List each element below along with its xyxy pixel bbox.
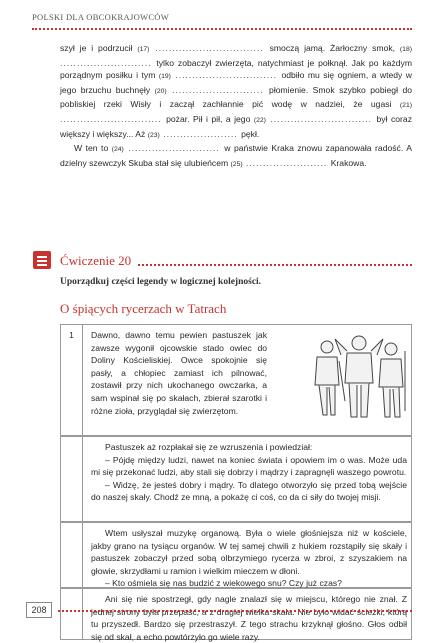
page-number: 208 <box>26 602 52 618</box>
legend-box-2-text-2: – Pójdę między ludzi, nawet na koniec świata i opowiem im o was. Może uda mi się przekonać ludzi, aby stali się dobrzy i mądrzy i zapragnęli waszego powrotu. <box>91 454 407 478</box>
fill-in-gap: ................................ <box>149 43 270 53</box>
legend-box-3-text-2: – Kto ośmiela się nas budzić z wiekowego snu? Czy już czas? <box>105 578 342 589</box>
text-run: pękł. <box>241 128 260 139</box>
legend-box-2-text-1: Pastuszek aż rozpłakał się ze wzruszenia i powiedział: <box>105 442 313 452</box>
gap-number: (23) <box>147 131 160 139</box>
exercise-instruction: Uporządkuj części legendy w logicznej kolejności. <box>60 277 262 287</box>
text-run: szył je i podrzucił <box>60 43 138 53</box>
text-run: płomienie. Smok szybko pobiegł do pobliskiej rzeki Wisły i zaczął zachłannie pić wodę w nadziei, że ugasi <box>60 84 412 110</box>
fill-in-gap: ........................... <box>166 84 270 95</box>
fill-in-gap: .............................. <box>60 113 167 124</box>
text-run: smoczą jamą. Żarłoczny smok, <box>269 43 400 53</box>
legend-box-3-text-1: Wtem usłyszał muzykę organową. Była o wiele głośniejsza niż w kościele, jakby grano na tysiącu organów. W tej samej chwili z hukiem rozstąpiły się skały i pastuszek zobaczył przed sobą olbrzymiego rycerza w zbroi, z szyszakiem na głowie, skrzydłami u ramion i wielkim mieczem w dłoni. <box>91 528 407 576</box>
text-run: odbiło mu się ogniem, a wtedy w jego brzuchu buchnęły <box>60 70 412 95</box>
gap-number: (17) <box>137 46 150 53</box>
text-run: pożar. Pił i pił, a jego <box>166 113 254 124</box>
running-header: POLSKI DLA OBCOKRAJOWCÓW <box>32 12 170 22</box>
fill-in-gap: ...................... <box>159 128 242 139</box>
gap-number: (19) <box>158 73 171 81</box>
text-run: w państwie Kraka znowu zapanowała radość. A dzielny szewczyk Skuba stał się ulubieńcem <box>60 143 412 168</box>
gap-number: (25) <box>230 160 243 168</box>
exercise-icon <box>33 251 51 269</box>
text-run: tylko zobaczył zwierzęta, natychmiast je połknął. Jak po każdym porządnym posiłku i tym <box>60 57 412 81</box>
gap-number: (22) <box>253 116 266 124</box>
fill-in-gap: .............................. <box>265 113 377 124</box>
fill-in-gap: .............................. <box>170 70 282 81</box>
continuation-paragraph-1 <box>60 42 412 142</box>
legend-box-number <box>61 523 83 587</box>
legend-box-2-text-3: – Widzę, że jesteś dobry i mądry. To dlatego otworzyło się przed tobą wejście do naszej skały. Chodź ze mną, a pokażę ci coś, co da ci siły do twojej misji. <box>91 479 407 503</box>
legend-box-number: 1 <box>61 325 83 435</box>
legend-box-4-text: Ani się nie spostrzegł, gdy nagle znalazł się w miejscu, którego nie znał. Z jednej strony była przepaść, a z drugiej wielka skała. Nie było widać ścieżki, którą tu przyszedł. Bardzo się przestraszył. Z tego strachu krzyknął głośno. Głos odbił się od skał, a echo powtórzyło go wiele razy. <box>91 594 407 642</box>
fill-in-gap: ........................ <box>242 157 331 168</box>
gap-number: (18) <box>399 46 413 53</box>
legend-box-number <box>61 437 83 521</box>
header-dotted-rule <box>32 28 412 30</box>
legend-box-3 <box>60 522 412 588</box>
fill-in-gap: ........................... <box>123 143 225 154</box>
footer-dotted-rule <box>58 610 412 612</box>
legend-title: O śpiących rycerzach w Tatrach <box>60 301 227 316</box>
legend-box-1 <box>60 324 412 436</box>
continuation-paragraph-2 <box>60 142 412 171</box>
gap-number: (24) <box>111 146 124 154</box>
fill-in-gap: ........................... <box>60 57 157 68</box>
legend-box-number <box>61 589 83 639</box>
continuation-text <box>60 42 412 171</box>
gap-number: (21) <box>399 102 412 110</box>
gap-number: (20) <box>154 87 167 95</box>
exercise-title: Ćwiczenie 20 <box>60 253 132 268</box>
text-run: był coraz większy i większy... Aż <box>60 113 412 139</box>
text-run: W ten to <box>74 143 112 154</box>
text-run: Krakowa. <box>330 157 367 168</box>
knights-illustration <box>311 331 407 423</box>
legend-box-2 <box>60 436 412 522</box>
legend-box-1-text: Dawno, dawno temu pewien pastuszek jak zawsze wygonił ojcowskie stado owiec do Doliny Kościeliskiej. Owce spokojnie się pasły, a chłopiec zamiast ich pilnować, zostawił przy nich ukochanego owczarka, a sam wspinał się po skałach, zbierał szarotki i różne zioła, przyglądał się zwierzętom. <box>91 330 267 416</box>
exercise-title-dotted-rule <box>138 264 412 266</box>
legend-box-4 <box>60 588 412 640</box>
